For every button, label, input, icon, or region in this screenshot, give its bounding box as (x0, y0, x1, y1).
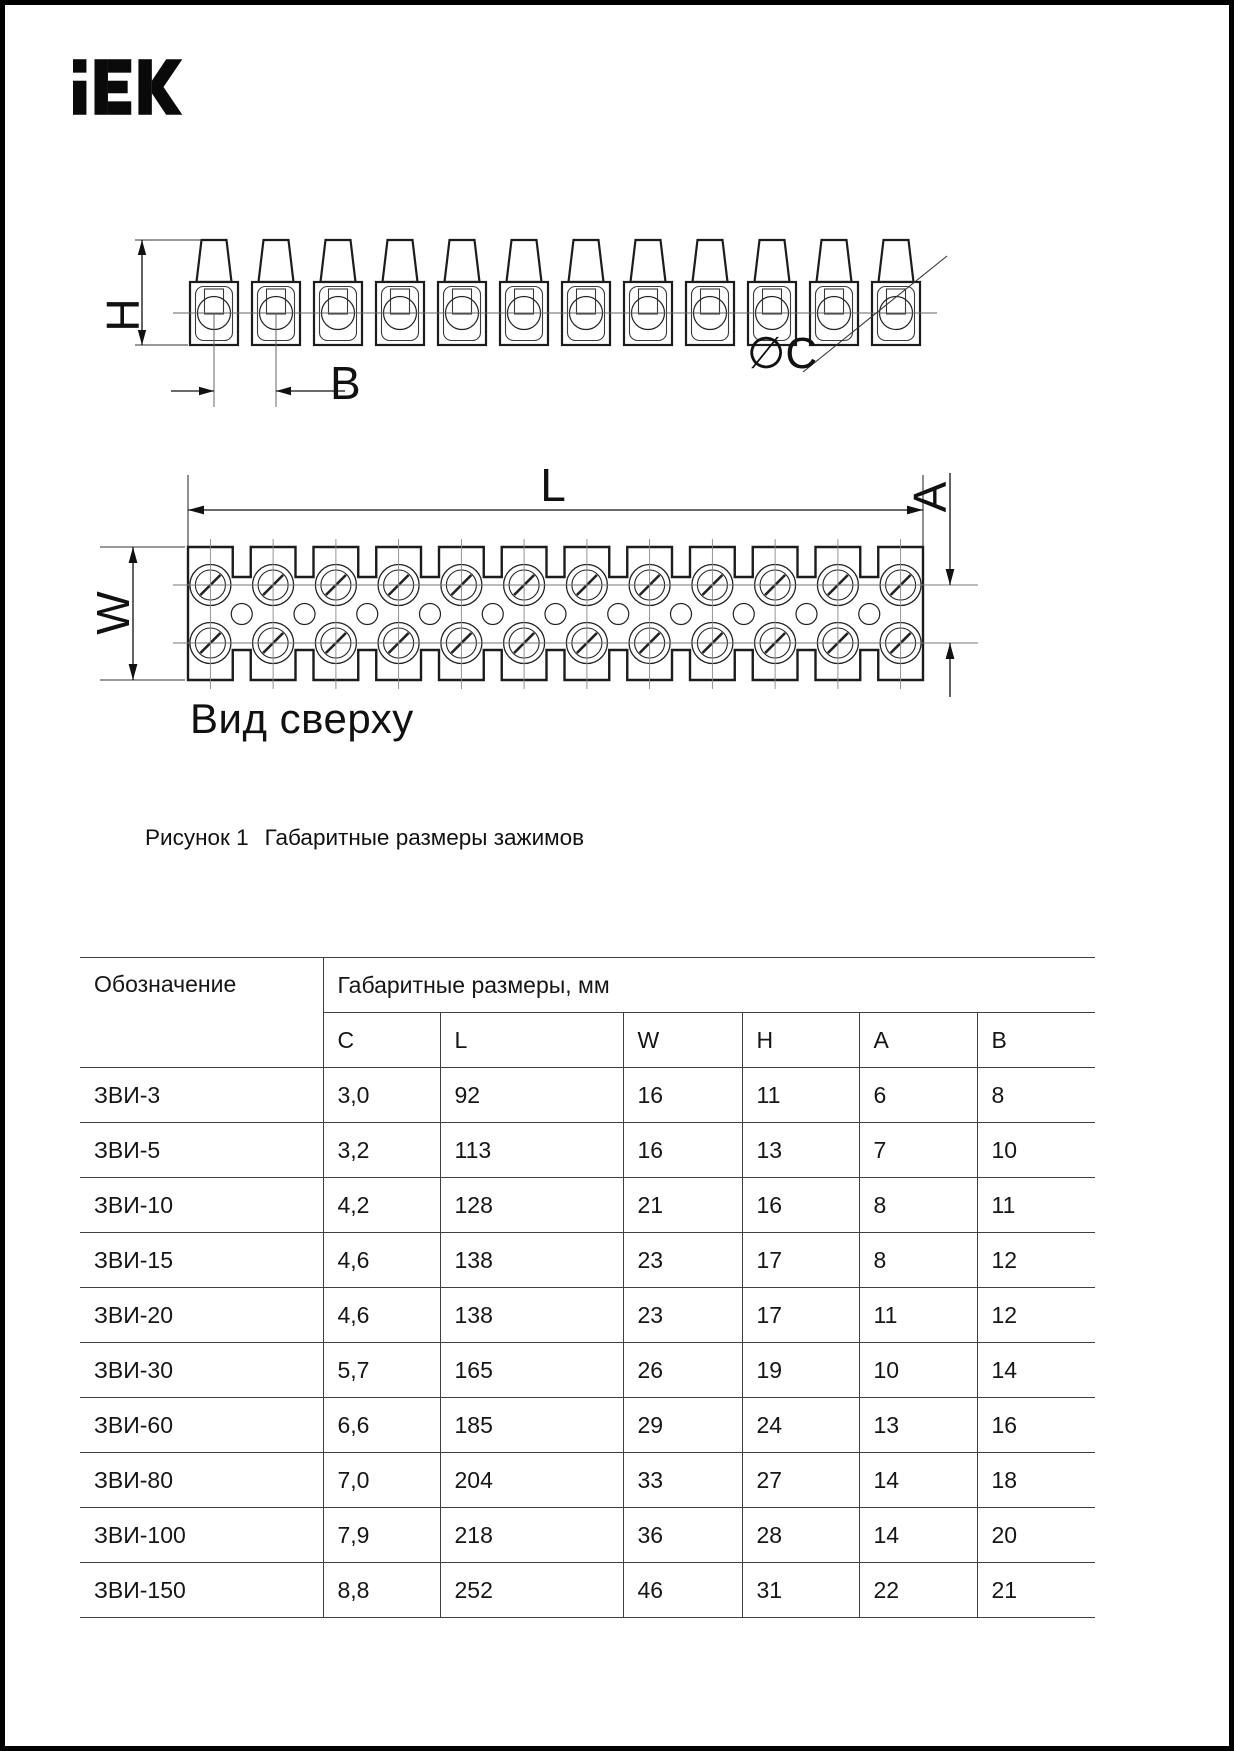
col-header-a: A (859, 1013, 977, 1068)
table-row (80, 1343, 1095, 1398)
terminal-unit (438, 240, 486, 345)
value-cell-w: 26 (623, 1343, 742, 1398)
arrowhead-up (946, 643, 955, 659)
value-cell-c: 4,6 (323, 1288, 440, 1343)
dim-label-b: B (330, 357, 361, 409)
value-cell-w: 23 (623, 1233, 742, 1288)
table-row (80, 1398, 1095, 1453)
designation-cell: ЗВИ-3 (80, 1068, 323, 1123)
iek-logo-glyphs (73, 59, 182, 115)
value-cell-w: 46 (623, 1563, 742, 1618)
arrowhead-left (188, 506, 204, 515)
dim-label-l: L (540, 459, 566, 511)
terminal-unit (376, 240, 424, 345)
table-row (80, 1453, 1095, 1508)
value-cell-b: 12 (977, 1233, 1095, 1288)
iek-logo (73, 58, 185, 116)
value-cell-h: 24 (742, 1398, 859, 1453)
side-view-drawing (95, 200, 965, 415)
value-cell-w: 16 (623, 1123, 742, 1178)
table-header-row (80, 958, 1095, 1013)
value-cell-b: 20 (977, 1508, 1095, 1563)
arrowhead-left (276, 387, 291, 395)
table-row (80, 1508, 1095, 1563)
designation-cell: ЗВИ-60 (80, 1398, 323, 1453)
value-cell-a: 10 (859, 1343, 977, 1398)
value-cell-b: 8 (977, 1068, 1095, 1123)
value-cell-c: 7,9 (323, 1508, 440, 1563)
table-row (80, 1178, 1095, 1233)
value-cell-h: 19 (742, 1343, 859, 1398)
figure-number: Рисунок 1 (145, 825, 249, 850)
value-cell-a: 8 (859, 1233, 977, 1288)
value-cell-c: 7,0 (323, 1453, 440, 1508)
table-body (80, 1068, 1095, 1618)
designation-cell: ЗВИ-20 (80, 1288, 323, 1343)
col-header-c: C (323, 1013, 440, 1068)
designation-cell: ЗВИ-5 (80, 1123, 323, 1178)
group-header: Габаритные размеры, мм (323, 958, 1095, 1013)
value-cell-l: 138 (440, 1233, 623, 1288)
value-cell-h: 31 (742, 1563, 859, 1618)
value-cell-w: 23 (623, 1288, 742, 1343)
col-header-h: H (742, 1013, 859, 1068)
value-cell-a: 7 (859, 1123, 977, 1178)
designation-cell: ЗВИ-10 (80, 1178, 323, 1233)
value-cell-a: 6 (859, 1068, 977, 1123)
value-cell-w: 36 (623, 1508, 742, 1563)
col-header-w: W (623, 1013, 742, 1068)
table-row (80, 1563, 1095, 1618)
terminal-unit (562, 240, 610, 345)
terminal-unit (872, 240, 920, 345)
value-cell-c: 3,0 (323, 1068, 440, 1123)
value-cell-c: 4,6 (323, 1233, 440, 1288)
value-cell-b: 10 (977, 1123, 1095, 1178)
value-cell-a: 14 (859, 1508, 977, 1563)
value-cell-l: 165 (440, 1343, 623, 1398)
value-cell-c: 6,6 (323, 1398, 440, 1453)
value-cell-w: 21 (623, 1178, 742, 1233)
value-cell-l: 218 (440, 1508, 623, 1563)
value-cell-w: 16 (623, 1068, 742, 1123)
table-row (80, 1068, 1095, 1123)
value-cell-l: 252 (440, 1563, 623, 1618)
figure-caption (145, 825, 584, 851)
value-cell-c: 4,2 (323, 1178, 440, 1233)
value-cell-b: 11 (977, 1178, 1095, 1233)
arrowhead-up (138, 240, 146, 255)
arrowhead-down (946, 569, 955, 585)
dim-label-w: W (87, 591, 139, 635)
table-row (80, 1233, 1095, 1288)
value-cell-a: 11 (859, 1288, 977, 1343)
terminal-unit (624, 240, 672, 345)
value-cell-h: 27 (742, 1453, 859, 1508)
top-view-drawing (85, 405, 1005, 705)
designation-cell: ЗВИ-80 (80, 1453, 323, 1508)
designation-cell: ЗВИ-15 (80, 1233, 323, 1288)
value-cell-w: 29 (623, 1398, 742, 1453)
col-header-b: B (977, 1013, 1095, 1068)
table-row (80, 1288, 1095, 1343)
value-cell-a: 14 (859, 1453, 977, 1508)
value-cell-b: 21 (977, 1563, 1095, 1618)
dim-label-h: H (97, 298, 149, 332)
designation-cell: ЗВИ-100 (80, 1508, 323, 1563)
col-header-l: L (440, 1013, 623, 1068)
value-cell-a: 13 (859, 1398, 977, 1453)
dim-label-c: ∅C (747, 329, 818, 378)
value-cell-h: 13 (742, 1123, 859, 1178)
value-cell-b: 18 (977, 1453, 1095, 1508)
arrowhead-down (129, 664, 138, 680)
value-cell-h: 11 (742, 1068, 859, 1123)
value-cell-h: 28 (742, 1508, 859, 1563)
terminal-unit (810, 240, 858, 345)
terminal-unit (686, 240, 734, 345)
designation-cell: ЗВИ-150 (80, 1563, 323, 1618)
value-cell-b: 16 (977, 1398, 1095, 1453)
value-cell-l: 113 (440, 1123, 623, 1178)
designation-cell: ЗВИ-30 (80, 1343, 323, 1398)
value-cell-a: 8 (859, 1178, 977, 1233)
value-cell-a: 22 (859, 1563, 977, 1618)
value-cell-l: 204 (440, 1453, 623, 1508)
terminal-unit (500, 240, 548, 345)
value-cell-c: 3,2 (323, 1123, 440, 1178)
value-cell-l: 185 (440, 1398, 623, 1453)
arrowhead-up (129, 547, 138, 563)
figure-caption-text: Габаритные размеры зажимов (264, 825, 585, 850)
terminal-unit (314, 240, 362, 345)
value-cell-c: 5,7 (323, 1343, 440, 1398)
dimensions-table (80, 957, 1095, 1618)
table-row (80, 1123, 1095, 1178)
value-cell-w: 33 (623, 1453, 742, 1508)
value-cell-l: 128 (440, 1178, 623, 1233)
value-cell-h: 17 (742, 1233, 859, 1288)
designation-header: Обозначение (80, 958, 323, 1068)
value-cell-l: 92 (440, 1068, 623, 1123)
dim-label-a: A (904, 481, 956, 513)
value-cell-c: 8,8 (323, 1563, 440, 1618)
value-cell-b: 14 (977, 1343, 1095, 1398)
value-cell-h: 16 (742, 1178, 859, 1233)
arrowhead-right (199, 387, 214, 395)
value-cell-h: 17 (742, 1288, 859, 1343)
top-view-caption: Вид сверху (190, 695, 414, 742)
value-cell-l: 138 (440, 1288, 623, 1343)
value-cell-b: 12 (977, 1288, 1095, 1343)
